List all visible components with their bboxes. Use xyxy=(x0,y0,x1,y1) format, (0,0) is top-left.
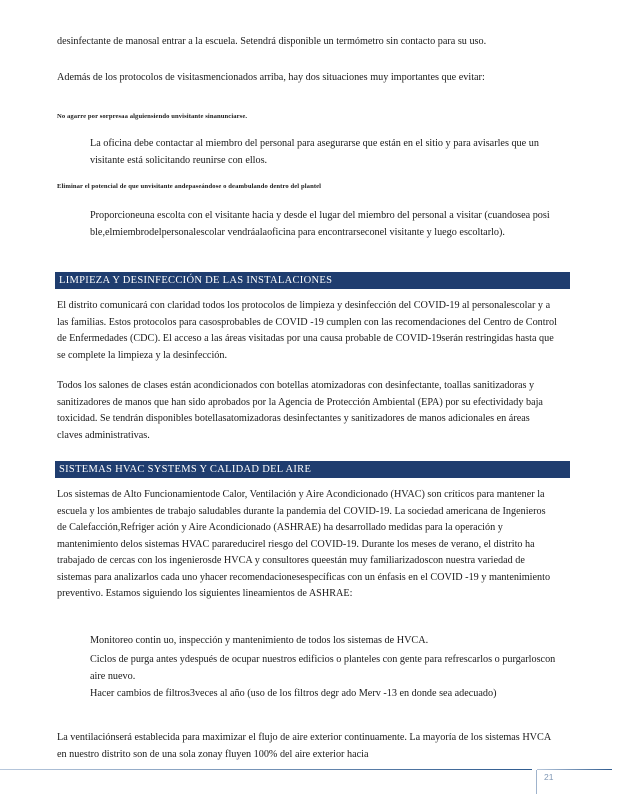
bullet-purge-cycles: Ciclos de purga antes ydespués de ocupar nuestros edificios o planteles con gente para refrescarlos o purgarloscon aire nuevo. xyxy=(90,654,556,682)
footer-divider-vertical xyxy=(536,770,537,794)
footer-divider-right xyxy=(537,769,612,770)
section-header-cleaning: LIMPIEZA Y DESINFECCIÓN DE LAS INSTALACIONES xyxy=(55,272,570,289)
section-header-hvac: SISTEMAS HVAC SYSTEMS Y CALIDAD DEL AIRE xyxy=(55,461,570,478)
subheading-no-surprise: No agarre por sorpresaa alguiensiendo unvisitante sinanunciarse. xyxy=(57,113,248,120)
subheading-eliminate-wandering: Eliminar el potencial de que unvisitante andepaseándose o deambulando dentro del plantel xyxy=(57,183,322,190)
paragraph-ventilation: La ventilaciónserá establecida para maximizar el flujo de aire exterior continuamente. La mayoría de los sistemas HVCA en nuestro distrito son de una sola zonay fluyen 100% del aire exterior hacia xyxy=(57,732,551,760)
footer-divider-left xyxy=(0,769,532,770)
page-number: 21 xyxy=(544,772,554,782)
paragraph-hvac-systems: Los sistemas de Alto Funcionamientode Calor, Ventilación y Aire Acondicionado (HVAC) son críticos para mantener la escuela y los ambientes de trabajo saludables durante la pandemia del COVID-19. La sociedad americana de Ingenieros de Calefacción,Refriger ación y Aire Acondicionado (ASHRAE) ha desarrollado medidas para la operación y mantenimiento delos sistemas HVAC parareducirel riesgo del COVID-19. Durante los meses de verano, el distrito ha trabajado de cercas con los ingenierosde HVCA y consultores queestán muy familiarizadoscon nuestra variedad de sistemas para analizarlos cada uno yhacer recomendacionesespecíficas con un énfasis en el COVID -19 y mantenimiento preventivo. Estamos siguiendo los siguientes lineamientos de ASHRAE: xyxy=(57,489,551,599)
paragraph-hand-sanitizer: desinfectante de manosal entrar a la escuela. Setendrá disponible un termómetro sin contacto para su uso. xyxy=(57,36,487,47)
paragraph-cleaning-protocols: El distrito comunicará con claridad todos los protocolos de limpieza y desinfección del COVID-19 al personalescolar y a las familias. Estos protocolos para casosprobables de COVID -19 cumplen con las recomendaciones del Centro de Control de Enfermedades (CDC). El acceso a las áreas visitadas por una causa probable de COVID-19serán restringidas hasta que se complete la limpieza y la desinfección. xyxy=(57,300,557,361)
bullet-office-contact: La oficina debe contactar al miembro del personal para asegurarse que están en el sitio y para avisarles que un visitante está solicitando reunirse con ellos. xyxy=(90,138,539,166)
paragraph-visitor-protocols: Además de los protocolos de visitasmencionados arriba, hay dos situaciones muy importantes que evitar: xyxy=(57,72,485,83)
bullet-escort-visitor: Proporcioneuna escolta con el visitante hacia y desde el lugar del miembro del personal a visitar (cuandosea posi ble,elmiembrodelpersonalescolar vendráalaoficina para encontrarseconel visitante y luego escoltarlo). xyxy=(90,210,550,238)
bullet-filter-changes: Hacer cambios de filtros3veces al año (uso de los filtros degr ado Merv -13 en donde sea adecuado) xyxy=(90,688,497,699)
bullet-monitoring: Monitoreo contin uo, inspección y mantenimiento de todos los sistemas de HVCA. xyxy=(90,635,429,646)
paragraph-classroom-supplies: Todos los salones de clases están acondicionados con botellas atomizadoras con desinfectante, toallas sanitizadoras y sanitizadores de manos que han sido aprobados por la Agencia de Protección Ambiental (EPA) por su efectividady baja toxicidad. Se tendrán disponibles botellasatomizadoras desinfectantes y sanitizadores de manos adicionales en áreas claves administrativas. xyxy=(57,380,543,441)
